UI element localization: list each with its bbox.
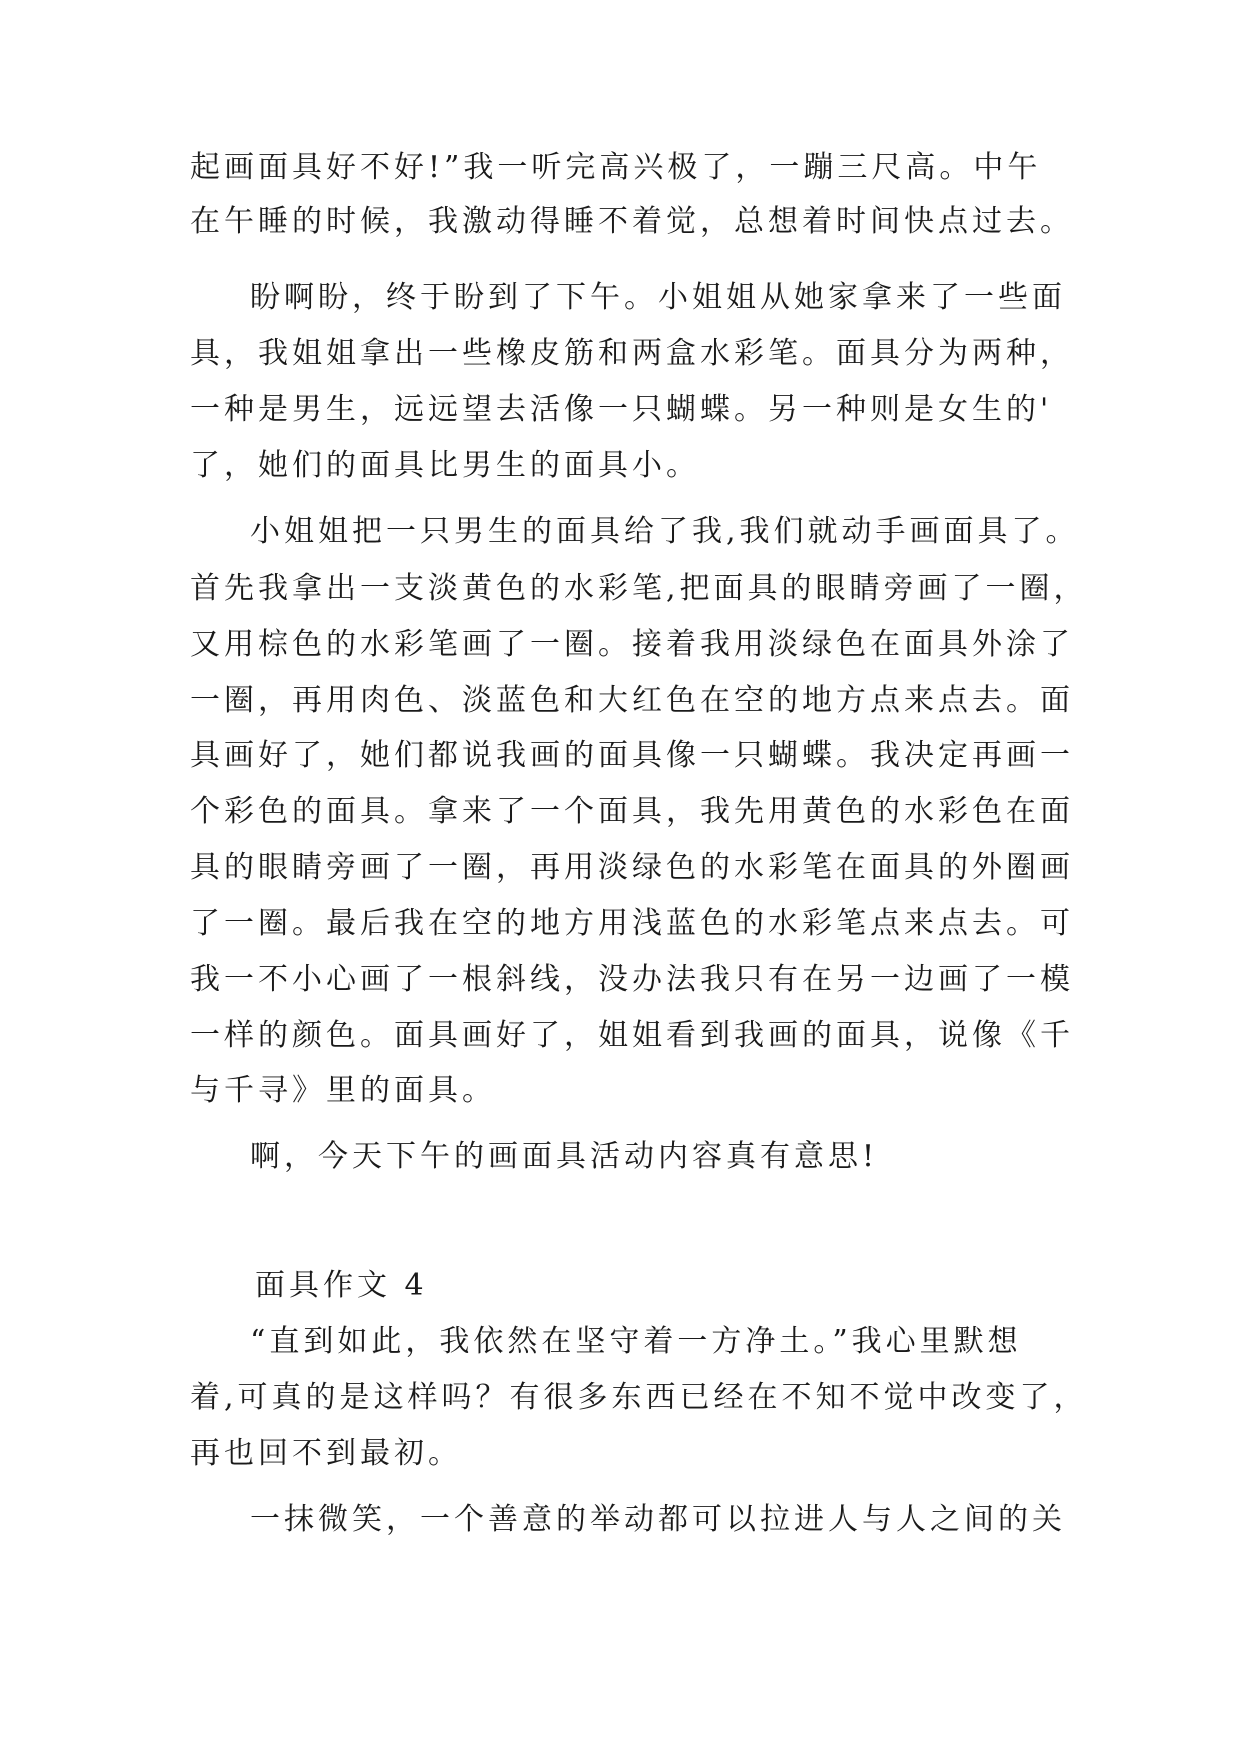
paragraph-line: 个彩色的面具。拿来了一个面具，我先用黄色的水彩色在面 — [190, 794, 1074, 829]
paragraph-line: 起画面具好不好!”我一听完高兴极了，一蹦三尺高。中午 — [190, 150, 1042, 185]
paragraph-line: 了一圈。最后我在空的地方用浅蓝色的水彩笔点来点去。可 — [190, 906, 1074, 941]
paragraph-line: 一种是男生，远远望去活像一只蝴蝶。另一种则是女生的' — [190, 392, 1053, 427]
paragraph-line: 着,可真的是这样吗？有很多东西已经在不知不觉中改变了， — [190, 1380, 1088, 1415]
section-heading: 面具作文 4 — [255, 1268, 428, 1303]
paragraph-line: 一抹微笑，一个善意的举动都可以拉进人与人之间的关 — [250, 1502, 1066, 1537]
paragraph-line: 与千寻》里的面具。 — [190, 1073, 496, 1108]
paragraph-line: “直到如此，我依然在坚守着一方净土。”我心里默想 — [250, 1324, 1022, 1359]
paragraph-line: 在午睡的时候，我激动得睡不着觉，总想着时间快点过去。 — [190, 204, 1074, 239]
paragraph-line: 具画好了，她们都说我画的面具像一只蝴蝶。我决定再画一 — [190, 738, 1074, 773]
paragraph-line: 首先我拿出一支淡黄色的水彩笔,把面具的眼睛旁画了一圈， — [190, 571, 1088, 606]
paragraph-line: 具，我姐姐拿出一些橡皮筋和两盒水彩笔。面具分为两种， — [190, 336, 1074, 371]
paragraph-line: 我一不小心画了一根斜线，没办法我只有在另一边画了一模 — [190, 962, 1074, 997]
paragraph-line: 小姐姐把一只男生的面具给了我,我们就动手画面具了。 — [250, 514, 1080, 549]
paragraph-line: 盼啊盼，终于盼到了下午。小姐姐从她家拿来了一些面 — [250, 280, 1066, 315]
paragraph-line: 一圈，再用肉色、淡蓝色和大红色在空的地方点来点去。面 — [190, 683, 1074, 718]
paragraph-line: 具的眼睛旁画了一圈，再用淡绿色的水彩笔在面具的外圈画 — [190, 850, 1074, 885]
paragraph-line: 又用棕色的水彩笔画了一圈。接着我用淡绿色在面具外涂了 — [190, 627, 1074, 662]
paragraph-line: 啊，今天下午的画面具活动内容真有意思! — [250, 1139, 879, 1174]
paragraph-line: 了，她们的面具比男生的面具小。 — [190, 448, 700, 483]
paragraph-line: 一样的颜色。面具画好了，姐姐看到我画的面具，说像《千 — [190, 1018, 1074, 1053]
paragraph-line: 再也回不到最初。 — [190, 1436, 462, 1471]
